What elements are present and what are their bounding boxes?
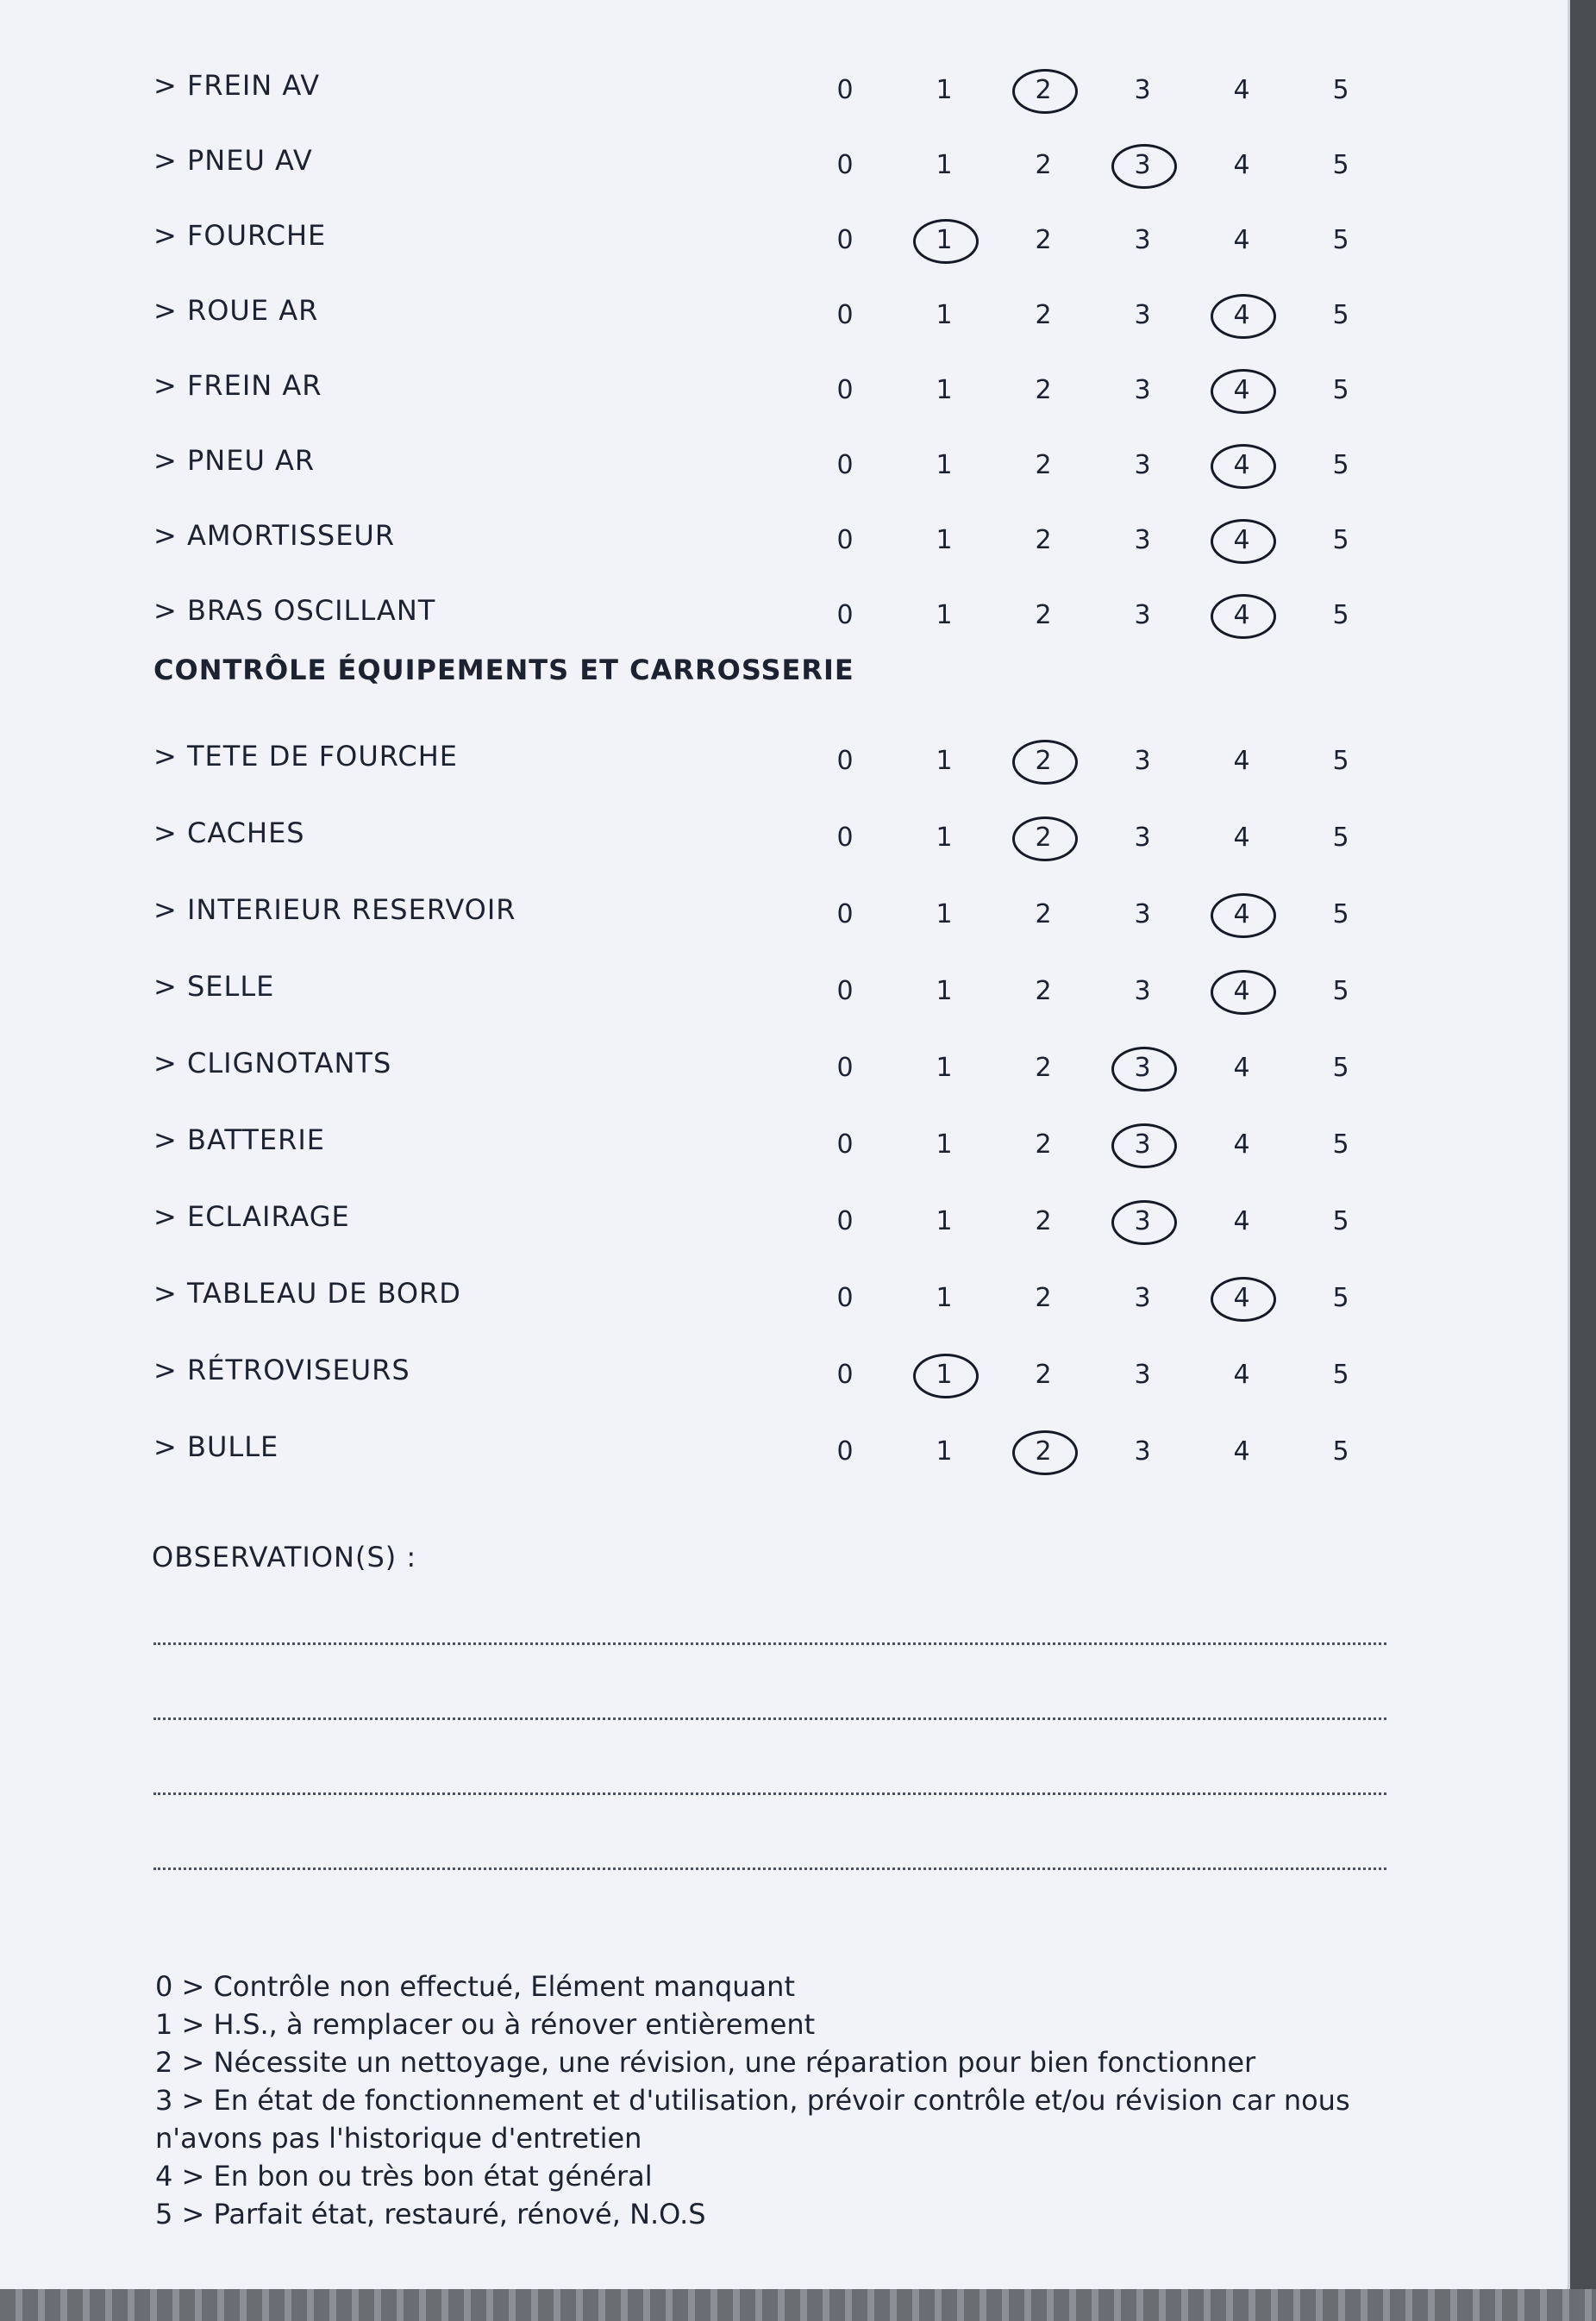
score-option-selected: 1 <box>910 219 979 262</box>
score-option: 4 <box>1233 1206 1250 1236</box>
score-option: 3 <box>1134 976 1151 1006</box>
score-option: 3 <box>1134 525 1151 555</box>
rating-row <box>0 210 1568 262</box>
score-option: 5 <box>1332 450 1349 480</box>
score-option: 0 <box>836 1436 854 1467</box>
score-option: 5 <box>1332 600 1349 630</box>
rating-row-label: > RÉTROVISEURS <box>153 1354 410 1386</box>
rating-row-label: > PNEU AR <box>153 444 316 477</box>
score-option: 0 <box>836 1206 854 1236</box>
score-option: 4 <box>1233 746 1250 776</box>
score-option: 5 <box>1332 1129 1349 1160</box>
rating-row-label: > BATTERIE <box>153 1123 325 1156</box>
score-option: 0 <box>836 375 854 405</box>
score-option: 1 <box>936 746 953 776</box>
legend-line: 3 > En état de fonctionnement et d'utilisation, prévoir contrôle et/ou révision car nous <box>155 2084 1350 2117</box>
score-option: 3 <box>1134 225 1151 255</box>
rating-row <box>0 808 1568 860</box>
score-option: 2 <box>1035 1283 1052 1313</box>
score-option: 3 <box>1134 300 1151 330</box>
score-option-selected: 4 <box>1207 294 1276 337</box>
score-option: 0 <box>836 525 854 555</box>
legend-line: 1 > H.S., à remplacer ou à rénover entièrement <box>155 2008 816 2041</box>
rating-row <box>0 961 1568 1013</box>
score-option: 0 <box>836 976 854 1006</box>
score-option: 4 <box>1233 1129 1250 1160</box>
score-option: 3 <box>1134 746 1151 776</box>
score-option: 0 <box>836 823 854 853</box>
score-option: 0 <box>836 150 854 180</box>
score-option: 0 <box>836 1053 854 1083</box>
score-option: 1 <box>936 150 953 180</box>
score-option: 5 <box>1332 300 1349 330</box>
score-option-selected: 1 <box>910 1354 979 1397</box>
score-option: 3 <box>1134 823 1151 853</box>
score-option: 2 <box>1035 225 1052 255</box>
score-option: 1 <box>936 600 953 630</box>
score-option-selected: 4 <box>1207 594 1276 637</box>
score-option: 5 <box>1332 1360 1349 1390</box>
score-option: 1 <box>936 899 953 929</box>
rating-row <box>0 1268 1568 1320</box>
score-option: 1 <box>936 525 953 555</box>
rating-row-label: > AMORTISSEUR <box>153 519 396 552</box>
rating-row <box>0 1192 1568 1243</box>
score-option: 4 <box>1233 75 1250 105</box>
score-option: 2 <box>1035 525 1052 555</box>
score-option: 5 <box>1332 375 1349 405</box>
score-option: 3 <box>1134 899 1151 929</box>
score-option-selected: 4 <box>1207 893 1276 936</box>
score-option: 4 <box>1233 1360 1250 1390</box>
score-option: 1 <box>936 1053 953 1083</box>
score-option: 1 <box>936 1206 953 1236</box>
score-option: 0 <box>836 75 854 105</box>
rating-row <box>0 1422 1568 1473</box>
score-option: 5 <box>1332 1053 1349 1083</box>
rating-row-label: > BRAS OSCILLANT <box>153 594 436 627</box>
rating-row-label: > FOURCHE <box>153 219 327 252</box>
score-option: 5 <box>1332 823 1349 853</box>
legend-line: n'avons pas l'historique d'entretien <box>155 2122 642 2155</box>
legend-line: 2 > Nécessite un nettoyage, une révision, une réparation pour bien fonctionner <box>155 2046 1256 2079</box>
score-option: 3 <box>1134 450 1151 480</box>
score-option: 1 <box>936 75 953 105</box>
observation-dotted-line <box>153 1717 1386 1720</box>
rating-row <box>0 360 1568 412</box>
rating-row <box>0 1345 1568 1397</box>
legend-line: 5 > Parfait état, restauré, rénové, N.O.S <box>155 2198 706 2230</box>
score-option: 5 <box>1332 1436 1349 1467</box>
rating-row <box>0 731 1568 783</box>
score-option: 1 <box>936 1283 953 1313</box>
score-option-selected: 3 <box>1108 1123 1177 1167</box>
score-option: 1 <box>936 823 953 853</box>
score-option: 4 <box>1233 150 1250 180</box>
score-option: 0 <box>836 899 854 929</box>
score-option: 5 <box>1332 976 1349 1006</box>
score-option-selected: 4 <box>1207 1277 1276 1320</box>
score-option-selected: 4 <box>1207 519 1276 562</box>
score-option: 2 <box>1035 600 1052 630</box>
score-option: 2 <box>1035 1206 1052 1236</box>
rating-row-label: > TETE DE FOURCHE <box>153 740 458 773</box>
score-option: 2 <box>1035 450 1052 480</box>
rating-row-label: > CACHES <box>153 816 305 849</box>
observation-dotted-line <box>153 1642 1386 1645</box>
score-option: 2 <box>1035 899 1052 929</box>
score-option: 3 <box>1134 1283 1151 1313</box>
score-option: 1 <box>936 375 953 405</box>
score-option-selected: 4 <box>1207 444 1276 487</box>
score-option-selected: 2 <box>1009 816 1078 860</box>
rating-row <box>0 285 1568 337</box>
rating-row-label: > FREIN AV <box>153 69 321 102</box>
score-option-selected: 2 <box>1009 740 1078 783</box>
score-option: 3 <box>1134 375 1151 405</box>
score-option: 0 <box>836 1129 854 1160</box>
score-option: 0 <box>836 600 854 630</box>
rating-row <box>0 1115 1568 1167</box>
score-option: 3 <box>1134 600 1151 630</box>
score-option: 2 <box>1035 1360 1052 1390</box>
score-option-selected: 4 <box>1207 369 1276 412</box>
rating-row-label: > PNEU AV <box>153 144 313 177</box>
observations-title: OBSERVATION(S) : <box>152 1541 417 1573</box>
score-option: 1 <box>936 450 953 480</box>
rating-legend <box>155 1968 1431 2233</box>
score-option: 5 <box>1332 225 1349 255</box>
legend-line: 4 > En bon ou très bon état général <box>155 2160 653 2193</box>
score-option: 5 <box>1332 525 1349 555</box>
legend-line: 0 > Contrôle non effectué, Elément manquant <box>155 1970 795 2003</box>
score-option: 3 <box>1134 1360 1151 1390</box>
rating-row-label: > ECLAIRAGE <box>153 1200 350 1233</box>
score-option: 2 <box>1035 1129 1052 1160</box>
score-option-selected: 3 <box>1108 1047 1177 1090</box>
score-option-selected: 2 <box>1009 1430 1078 1473</box>
observation-dotted-line <box>153 1867 1386 1870</box>
score-option: 2 <box>1035 300 1052 330</box>
rating-row <box>0 135 1568 187</box>
score-option: 2 <box>1035 150 1052 180</box>
score-option-selected: 3 <box>1108 1200 1177 1243</box>
score-option: 5 <box>1332 746 1349 776</box>
score-option: 5 <box>1332 75 1349 105</box>
rating-row-label: > FREIN AR <box>153 369 322 402</box>
rating-row-label: > SELLE <box>153 970 275 1003</box>
sleeve-edge <box>0 2289 1596 2321</box>
rating-row <box>0 885 1568 936</box>
score-option: 2 <box>1035 375 1052 405</box>
score-option: 1 <box>936 976 953 1006</box>
rating-row <box>0 435 1568 487</box>
score-option: 0 <box>836 225 854 255</box>
score-option-selected: 2 <box>1009 69 1078 112</box>
score-option: 4 <box>1233 225 1250 255</box>
score-option: 5 <box>1332 1283 1349 1313</box>
score-option: 4 <box>1233 1436 1250 1467</box>
score-option: 4 <box>1233 823 1250 853</box>
score-option: 5 <box>1332 150 1349 180</box>
score-option: 3 <box>1134 75 1151 105</box>
section-title-equipment: CONTRÔLE ÉQUIPEMENTS ET CARROSSERIE <box>153 654 854 686</box>
rating-row-label: > BULLE <box>153 1430 279 1463</box>
score-option-selected: 3 <box>1108 144 1177 187</box>
score-option: 0 <box>836 746 854 776</box>
rating-row <box>0 60 1568 112</box>
rating-row-label: > CLIGNOTANTS <box>153 1047 392 1079</box>
score-option-selected: 4 <box>1207 970 1276 1013</box>
rating-row-label: > ROUE AR <box>153 294 319 327</box>
score-option: 2 <box>1035 1053 1052 1083</box>
score-option: 0 <box>836 1360 854 1390</box>
score-option: 0 <box>836 1283 854 1313</box>
score-option: 1 <box>936 1129 953 1160</box>
observation-dotted-line <box>153 1792 1386 1795</box>
score-option: 2 <box>1035 976 1052 1006</box>
score-option: 3 <box>1134 1436 1151 1467</box>
score-option: 4 <box>1233 1053 1250 1083</box>
score-option: 1 <box>936 300 953 330</box>
rating-row <box>0 510 1568 562</box>
score-option: 5 <box>1332 1206 1349 1236</box>
rating-row-label: > INTERIEUR RESERVOIR <box>153 893 516 926</box>
rating-row <box>0 1038 1568 1090</box>
rating-row <box>0 585 1568 637</box>
rating-row-label: > TABLEAU DE BORD <box>153 1277 461 1310</box>
score-option: 5 <box>1332 899 1349 929</box>
score-option: 0 <box>836 300 854 330</box>
score-option: 1 <box>936 1436 953 1467</box>
score-option: 0 <box>836 450 854 480</box>
